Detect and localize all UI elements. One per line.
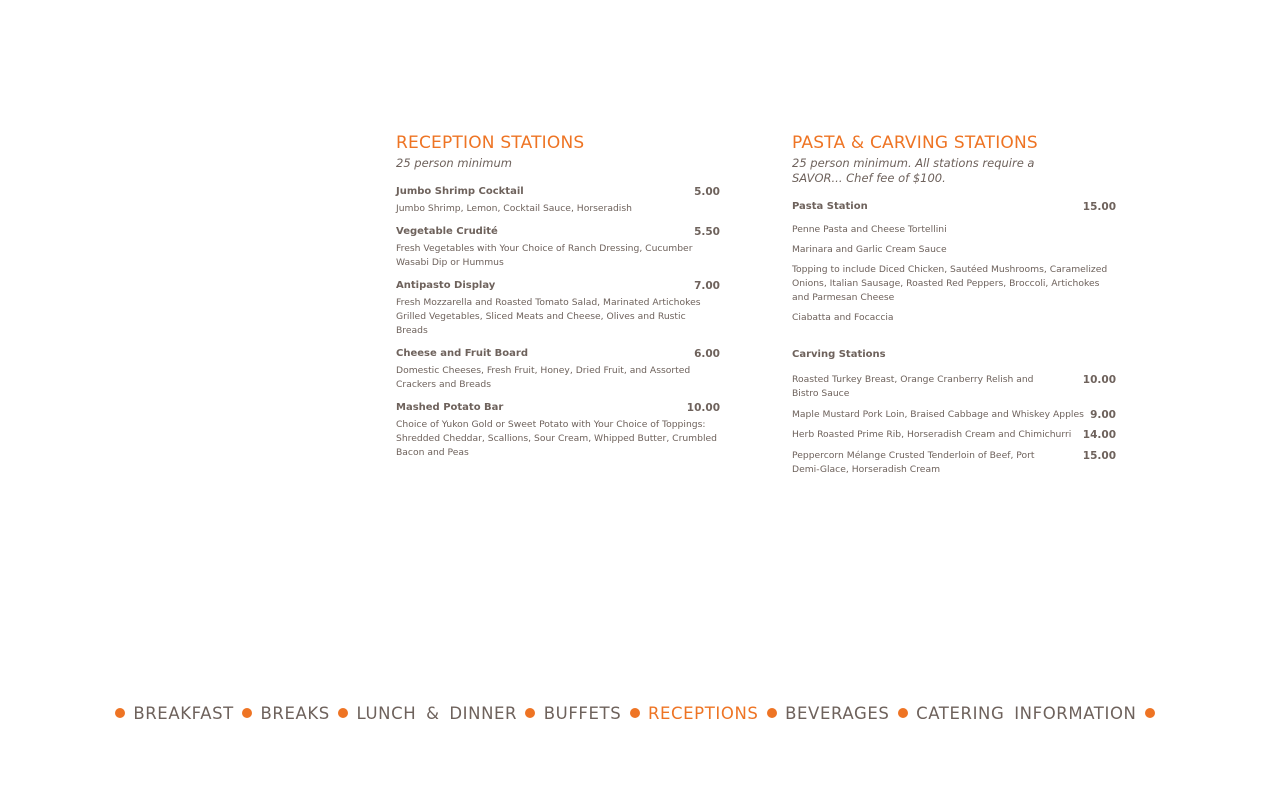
bullet-dot <box>242 708 252 718</box>
reception-title: RECEPTION STATIONS <box>396 133 585 153</box>
item-name: Cheese and Fruit Board <box>396 348 529 359</box>
item-description: Fresh Mozzarella and Roasted Tomato Salad, Marinated Artichokes Grilled Vegetables, Sliced Meats and Cheese, Olives and Rustic Breads <box>396 297 701 336</box>
nav-lunch-dinner[interactable]: LUNCH & DINNER <box>356 703 518 723</box>
carving-item-price: 9.00 <box>1090 409 1116 421</box>
carving-item-price: 14.00 <box>1082 429 1116 441</box>
item-description: Jumbo Shrimp, Lemon, Cocktail Sauce, Horseradish <box>396 203 632 214</box>
carving-item <box>792 449 1116 477</box>
menu-item <box>396 279 720 338</box>
item-name: Jumbo Shrimp Cocktail <box>396 186 524 197</box>
pasta-station-header <box>792 200 1116 214</box>
pasta-carving-section <box>792 132 1116 477</box>
carving-item-price: 10.00 <box>1082 374 1116 386</box>
nav-buffets[interactable]: BUFFETS <box>543 703 622 723</box>
reception-subtitle: 25 person minimum <box>396 156 512 170</box>
item-description: Domestic Cheeses, Fresh Fruit, Honey, Dried Fruit, and Assorted Crackers and Breads <box>396 365 691 390</box>
nav-breaks[interactable]: BREAKS <box>260 703 330 723</box>
bullet-dot <box>525 708 535 718</box>
nav-beverages[interactable]: BEVERAGES <box>785 703 890 723</box>
bullet-dot <box>1145 708 1155 718</box>
section-nav <box>115 700 1155 726</box>
item-description: Fresh Vegetables with Your Choice of Ranch Dressing, Cucumber Wasabi Dip or Hummus <box>396 243 693 268</box>
item-name: Antipasto Display <box>396 280 496 291</box>
item-description: Choice of Yukon Gold or Sweet Potato with Your Choice of Toppings: Shredded Cheddar, Scallions, Sour Cream, Whipped Butter, Crumbled Bacon and Peas <box>396 419 717 458</box>
carving-item <box>792 373 1116 401</box>
item-price: 7.00 <box>694 280 720 292</box>
carving-item-text: Maple Mustard Pork Loin, Braised Cabbage and Whiskey Apples <box>792 409 1084 420</box>
reception-stations-section <box>396 132 720 460</box>
item-name: Vegetable Crudité <box>396 226 498 237</box>
pasta-carving-title: PASTA & CARVING STATIONS <box>792 133 1038 153</box>
pasta-station-price: 15.00 <box>1082 201 1116 213</box>
nav-breakfast[interactable]: BREAKFAST <box>133 703 234 723</box>
nav-catering-information[interactable]: CATERING INFORMATION <box>916 703 1137 723</box>
carving-item <box>792 408 1116 422</box>
carving-item-text: Herb Roasted Prime Rib, Horseradish Cream and Chimichurri <box>792 429 1072 440</box>
item-price: 6.00 <box>694 348 720 360</box>
bullet-dot <box>630 708 640 718</box>
menu-item <box>396 185 720 216</box>
menu-item <box>396 225 720 270</box>
bullet-dot <box>767 708 777 718</box>
pasta-line: Marinara and Garlic Cream Sauce <box>792 244 947 255</box>
carving-stations-heading: Carving Stations <box>792 349 886 360</box>
pasta-line: Ciabatta and Focaccia <box>792 312 894 323</box>
carving-item-text: Peppercorn Mélange Crusted Tenderloin of Beef, Port Demi-Glace, Horseradish Cream <box>792 450 1035 475</box>
item-price: 10.00 <box>686 402 720 414</box>
bullet-dot <box>115 708 125 718</box>
pasta-station-name: Pasta Station <box>792 201 868 212</box>
item-price: 5.50 <box>694 226 720 238</box>
carving-item-text: Roasted Turkey Breast, Orange Cranberry Relish and Bistro Sauce <box>792 374 1034 399</box>
item-price: 5.00 <box>694 186 720 198</box>
bullet-dot <box>338 708 348 718</box>
carving-item-price: 15.00 <box>1082 450 1116 462</box>
bullet-dot <box>898 708 908 718</box>
nav-receptions[interactable]: RECEPTIONS <box>647 703 759 723</box>
item-name: Mashed Potato Bar <box>396 402 504 413</box>
pasta-line: Topping to include Diced Chicken, Sautéed Mushrooms, Caramelized Onions, Italian Sausage, Roasted Red Peppers, Broccoli, Artichokes and Parmesan Cheese <box>792 264 1108 303</box>
menu-item <box>396 347 720 392</box>
pasta-line: Penne Pasta and Cheese Tortellini <box>792 224 947 235</box>
pasta-carving-subtitle: 25 person minimum. All stations require a SAVOR... Chef fee of $100. <box>792 156 1035 185</box>
carving-item <box>792 428 1116 442</box>
menu-item <box>396 401 720 460</box>
